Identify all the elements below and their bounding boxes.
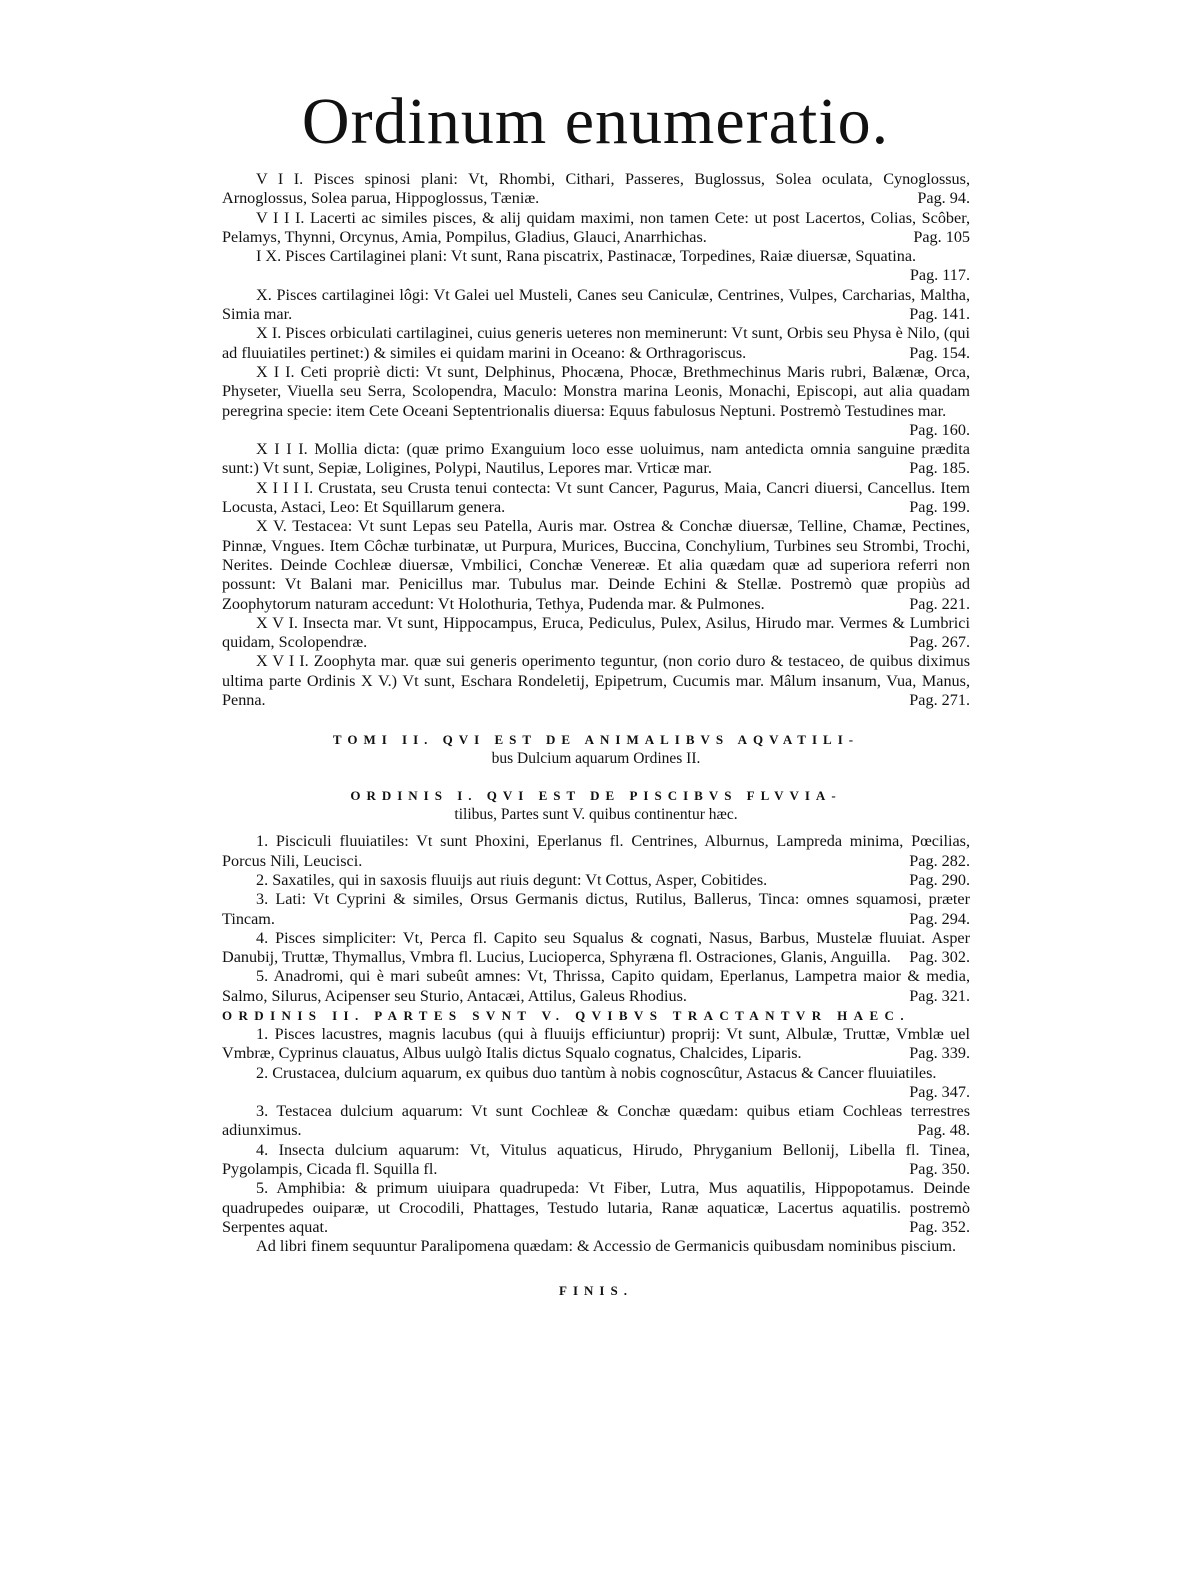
page-reference: Pag. 199. <box>909 498 970 517</box>
ordo1-heading-caps: ORDINIS I. QVI EST DE PISCIBVS FLVVIA- <box>350 788 842 804</box>
ordo2-list <box>222 1025 970 1257</box>
page-reference: Pag. 221. <box>909 594 970 613</box>
page-reference: Pag. 154. <box>909 343 970 362</box>
page-reference: Pag. 160. <box>909 420 970 439</box>
page-reference: Pag. 352. <box>909 1217 970 1236</box>
tome2-heading-caps: TOMI II. QVI EST DE ANIMALIBVS AQVATILI- <box>332 732 860 748</box>
page-reference: Pag. 347. <box>909 1082 970 1101</box>
page-reference: Pag. 282. <box>909 851 970 870</box>
page-title: Ordinum enumeratio. <box>301 85 890 158</box>
page-reference: Pag. 302. <box>909 948 970 967</box>
index-entry <box>222 1141 970 1180</box>
entry-text: X I I I I. Crustata, seu Crusta tenui contecta: Vt sunt Cancer, Pagurus, Maia, Cancri diuersi, Cancellus. Item Locusta, Astaci, Leo: Et Squillarum genera. <box>222 478 970 517</box>
index-entry <box>222 929 970 968</box>
entry-text: 1. Pisciculi fluuiatiles: Vt sunt Phoxini, Eperlanus fl. Centrines, Alburnus, Lampreda minima, Pœcilias, Porcus Nili, Leucisci. <box>222 832 970 870</box>
entry-text: 5. Anadromi, qui è mari subeût amnes: Vt, Thrissa, Capito quidam, Eperlanus, Lampetra maior & media, Salmo, Silurus, Acipenser seu Sturio, Antacæi, Attilus, Galeus Rhodius. <box>222 967 970 1005</box>
entry-text: X. Pisces cartilaginei lôgi: Vt Galei uel Musteli, Canes seu Caniculæ, Centrines, Vulpes, Carcharias, Maltha, Simia mar. <box>222 285 970 324</box>
entry-text: 2. Saxatiles, qui in saxosis fluuijs aut riuis degunt: Vt Cottus, Asper, Cobitides. <box>256 870 768 889</box>
entry-text: 3. Testacea dulcium aquarum: Vt sunt Cochleæ & Conchæ quædam: quibus etiam Cochleas terrestres adiunximus. <box>222 1102 970 1140</box>
index-entry <box>222 363 970 440</box>
entry-text: V I I. Pisces spinosi plani: Vt, Rhombi, Cithari, Passeres, Buglossus, Solea oculata, Cynoglossus, Arnoglossus, Solea parua, Hippoglossus, Tæniæ. <box>222 170 970 208</box>
entry-text: X I. Pisces orbiculati cartilaginei, cuius generis ueteres non meminerunt: Vt sunt, Orbis seu Physa è Nilo, (qui ad fluuiatiles pertinet:) & similes ei quidam marini in Oceano: & Orthragoriscus. <box>222 324 970 362</box>
index-entry <box>222 652 970 710</box>
index-entry <box>222 614 970 653</box>
page-reference: Pag. 105 <box>913 227 970 246</box>
tome2-heading <box>222 730 970 768</box>
index-entry <box>222 967 970 1006</box>
entry-text: Ad libri finem sequuntur Paralipomena quædam: & Accessio de Germanicis quibusdam nominibus piscium. <box>256 1237 956 1256</box>
page-reference: Pag. 48. <box>917 1121 970 1140</box>
page-reference: Pag. 321. <box>909 986 970 1005</box>
index-entry <box>222 440 970 479</box>
entry-text: 1. Pisces lacustres, magnis lacubus (qui à fluuijs efficiuntur) proprij: Vt sunt, Albulæ, Truttæ, Vmblæ uel Vmbræ, Cyprinus clauatus, Albus uulgò Italis dictus Squalo cognatus, Chalcides, Liparis. <box>222 1024 970 1063</box>
page-reference: Pag. 271. <box>909 691 970 710</box>
index-entry <box>222 170 970 209</box>
page-reference: Pag. 185. <box>909 459 970 478</box>
page-reference: Pag. 267. <box>909 633 970 652</box>
index-entry <box>222 1102 970 1141</box>
page-reference: Pag. 141. <box>909 305 970 324</box>
ordo1-heading <box>222 786 970 824</box>
entry-text: X I I I. Mollia dicta: (quæ primo Exanguium loco esse uoluimus, nam antedicta omnia sanguine prædita sunt:) Vt sunt, Sepiæ, Loligines, Polypi, Nautilus, Lepores mar. Vrticæ mar. <box>222 440 970 478</box>
page-reference: Pag. 350. <box>909 1160 970 1179</box>
entry-text: I X. Pisces Cartilaginei plani: Vt sunt, Rana piscatrix, Pastinacæ, Torpedines, Raiæ diuersæ, Squatina. <box>256 247 917 266</box>
index-entry <box>222 1237 970 1256</box>
index-entry <box>222 517 970 613</box>
tome1-list <box>222 170 970 710</box>
ordo2-heading: ORDINIS II. PARTES SVNT V. QVIBVS TRACTANTVR HAEC. <box>222 1007 910 1023</box>
page-reference: Pag. 294. <box>909 909 970 928</box>
entry-text: 5. Amphibia: & primum uiuipara quadrupeda: Vt Fiber, Lutra, Mus aquatilis, Hippopotamus. Deinde quadrupedes ouiparæ, ut Crocodili, Phattages, Testudo lutaria, Ranæ aquaticæ, Lacertus aquatilis. postremò Serpentes aquat. <box>222 1179 970 1236</box>
page-reference: Pag. 290. <box>909 870 970 889</box>
ordo1-list <box>222 832 970 1006</box>
index-entry <box>222 479 970 518</box>
index-entry <box>222 209 970 248</box>
entry-text: X V I I. Zoophyta mar. quæ sui generis operimento teguntur, (non corio duro & testaceo, de quibus diximus ultima parte Ordinis X V.) Vt sunt, Eschara Rondeletij, Epipetrum, Cucumis mar. Mâlum insanum, Vua, Manus, Penna. <box>222 652 970 710</box>
entry-text: 3. Lati: Vt Cyprini & similes, Orsus Germanis dictus, Rutilus, Ballerus, Tinca: omnes squamosi, præter Tincam. <box>222 890 970 928</box>
entry-text: V I I I. Lacerti ac similes pisces, & alij quidam maximi, non tamen Cete: ut post Lacertos, Colias, Scôber, Pelamys, Thynni, Orcynus, Amia, Pompilus, Gladius, Glauci, Anarrhichas. <box>222 208 970 246</box>
entry-text: 2. Crustacea, dulcium aquarum, ex quibus duo tantùm à nobis cognoscûtur, Astacus & Cancer fluuiatiles. <box>256 1063 937 1082</box>
tome2-heading-rest: bus Dulcium aquarum Ordines II. <box>491 750 701 768</box>
index-entry <box>222 1025 970 1064</box>
finis-mark: FINIS. <box>559 1282 633 1298</box>
index-entry <box>222 832 970 871</box>
index-entry <box>222 286 970 325</box>
entry-text: X I I. Ceti propriè dicti: Vt sunt, Delphinus, Phocæna, Phocæ, Brethmechinus Maris rubri, Balænæ, Orca, Physeter, Viuella seu Serra, Scolopendra, Maculo: Monstra marina Leonis, Monachi, Episcopi, aut alia quadam peregrina specie: item Cete Oceani Septentrionalis diuersa: Equus fabulosus Neptuni. Postremò Testudines mar. <box>222 362 970 420</box>
ordo1-heading-rest: tilibus, Partes sunt V. quibus continentur hæc. <box>454 806 738 824</box>
index-body <box>222 170 970 1299</box>
index-entry <box>222 247 970 286</box>
page-reference: Pag. 94. <box>917 189 970 208</box>
page-reference: Pag. 339. <box>909 1044 970 1063</box>
index-entry <box>222 890 970 929</box>
entry-text: 4. Pisces simpliciter: Vt, Perca fl. Capito seu Squalus & cognati, Nasus, Barbus, Mustelæ fluuiat. Asper Danubij, Truttæ, Thymallus, Vmbra fl. Lucius, Lucioperca, Sphyræna fl. Ostraciones, Glanis, Anguilla. <box>222 928 970 967</box>
index-entry <box>222 324 970 363</box>
index-entry <box>222 1064 970 1103</box>
index-entry <box>222 1179 970 1237</box>
entry-text: X V I. Insecta mar. Vt sunt, Hippocampus, Eruca, Pediculus, Pulex, Asilus, Hirudo mar. Vermes & Lumbrici quidam, Scolopendræ. <box>222 613 970 652</box>
index-entry <box>222 871 970 890</box>
entry-text: 4. Insecta dulcium aquarum: Vt, Vitulus aquaticus, Hirudo, Phryganium Bellonij, Libella fl. Tinea, Pygolampis, Cicada fl. Squilla fl. <box>222 1140 970 1179</box>
page-reference: Pag. 117. <box>909 266 970 285</box>
entry-text: X V. Testacea: Vt sunt Lepas seu Patella, Auris mar. Ostrea & Conchæ diuersæ, Telline, Chamæ, Pectines, Pinnæ, Vngues. Item Côchæ turbinatæ, ut Purpura, Murices, Buccina, Conchylium, Turbines seu Strombi, Trochi, Nerites. Deinde Cochleæ diuersæ, Vmbilici, Conchæ Venereæ. Et alia quædam quæ ad superiora referri non possunt: Vt Balani mar. Penicillus mar. Tubulus mar. Deinde Echini & Stellæ. Postremò quæ propiùs ad Zoophytorum naturam accedunt: Vt Holothuria, Tethya, Pudenda mar. & Pulmones. <box>222 517 970 613</box>
